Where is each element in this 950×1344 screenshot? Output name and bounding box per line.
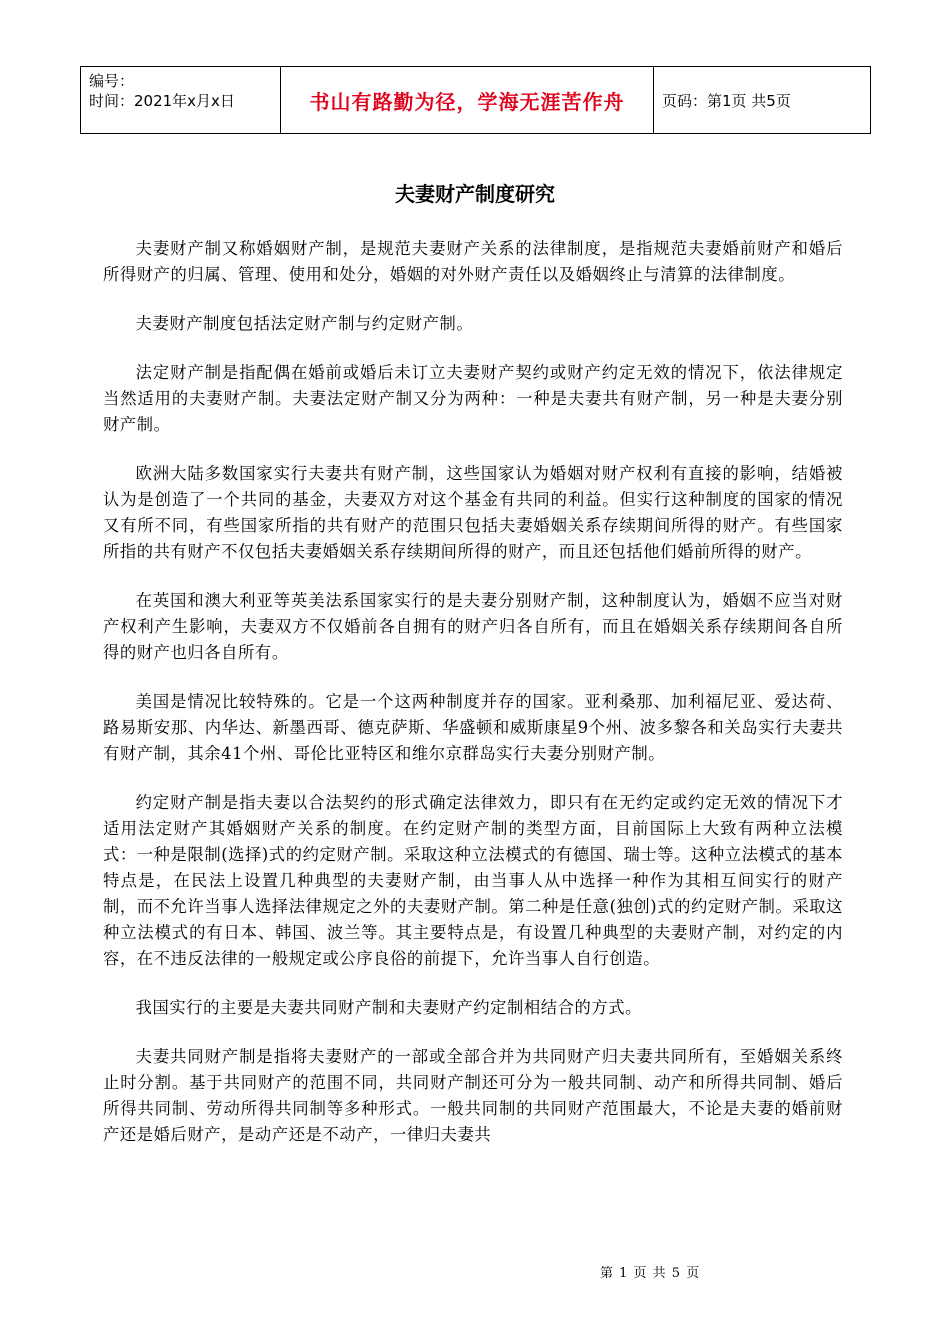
header-page-info: 页码：第1页 共5页 [662,91,791,110]
header-page-cell [654,67,870,133]
document-number-label: 编号： [89,72,135,90]
header-table [80,66,871,134]
document-title: 夫妻财产制度研究 [395,182,555,206]
paragraph: 法定财产制是指配偶在婚前或婚后未订立夫妻财产契约或财产约定无效的情况下，依法律规定当然适用的夫妻财产制。夫妻法定财产制又分为两种：一种是夫妻共有财产制，另一种是夫妻分别财产制。 [103,363,843,434]
header-motto-cell [281,67,654,133]
paragraph: 欧洲大陆多数国家实行夫妻共有财产制，这些国家认为婚姻对财产权利有直接的影响，结婚被认为是创造了一个共同的基金，夫妻双方对这个基金有共同的利益。但实行这种制度的国家的情况又有所不同，有些国家所指的共有财产的范围只包括夫妻婚姻关系存续期间所得的财产。有些国家所指的共有财产不仅包括夫妻婚姻关系存续期间所得的财产，而且还包括他们婚前所得的财产。 [103,464,843,561]
paragraph: 在英国和澳大利亚等英美法系国家实行的是夫妻分别财产制，这种制度认为，婚姻不应当对财产权利产生影响，夫妻双方不仅婚前各自拥有的财产归各自所有，而且在婚姻关系存续期间各自所得的财产也归各自所有。 [103,591,843,662]
paragraph: 夫妻财产制又称婚姻财产制，是规范夫妻财产关系的法律制度，是指规范夫妻婚前财产和婚后所得财产的归属、管理、使用和处分，婚姻的对外财产责任以及婚姻终止与清算的法律制度。 [103,239,843,284]
header-meta-cell [81,67,281,133]
paragraph: 夫妻共同财产制是指将夫妻财产的一部或全部合并为共同财产归夫妻共同所有，至婚姻关系终止时分割。基于共同财产的范围不同，共同财产制还可分为一般共同制、动产和所得共同制、婚后所得共同制、劳动所得共同制等多种形式。一般共同制的共同财产范围最大，不论是夫妻的婚前财产还是婚后财产，是动产还是不动产，一律归夫妻共 [103,1047,843,1144]
page-footer: 第 1 页 共 5 页 [600,1266,701,1281]
paragraph: 我国实行的主要是夫妻共同财产制和夫妻财产约定制相结合的方式。 [135,998,643,1017]
document-time-label: 时间：2021年x月x日 [89,92,235,110]
paragraph: 夫妻财产制度包括法定财产制与约定财产制。 [135,314,474,333]
header-motto: 书山有路勤为径，学海无涯苦作舟 [309,89,625,114]
document-body [103,236,843,1171]
paragraph: 美国是情况比较特殊的。它是一个这两种制度并存的国家。亚利桑那、加利福尼亚、爱达荷、路易斯安那、内华达、新墨西哥、德克萨斯、华盛顿和威斯康星9个州、波多黎各和关岛实行夫妻共有财产制，其余41个州、哥伦比亚特区和维尔京群岛实行夫妻分别财产制。 [103,692,843,763]
paragraph: 约定财产制是指夫妻以合法契约的形式确定法律效力，即只有在无约定或约定无效的情况下才适用法定财产其婚姻财产关系的制度。在约定财产制的类型方面，目前国际上大致有两种立法模式：一种是限制(选择)式的约定财产制。采取这种立法模式的有德国、瑞士等。这种立法模式的基本特点是，在民法上设置几种典型的夫妻财产制，由当事人从中选择一种作为其相互间实行的财产制，而不允许当事人选择法律规定之外的夫妻财产制。第二种是任意(独创)式的约定财产制。采取这种立法模式的有日本、韩国、波兰等。其主要特点是，有设置几种典型的夫妻财产制，对约定的内容，在不违反法律的一般规定或公序良俗的前提下，允许当事人自行创造。 [103,793,843,968]
